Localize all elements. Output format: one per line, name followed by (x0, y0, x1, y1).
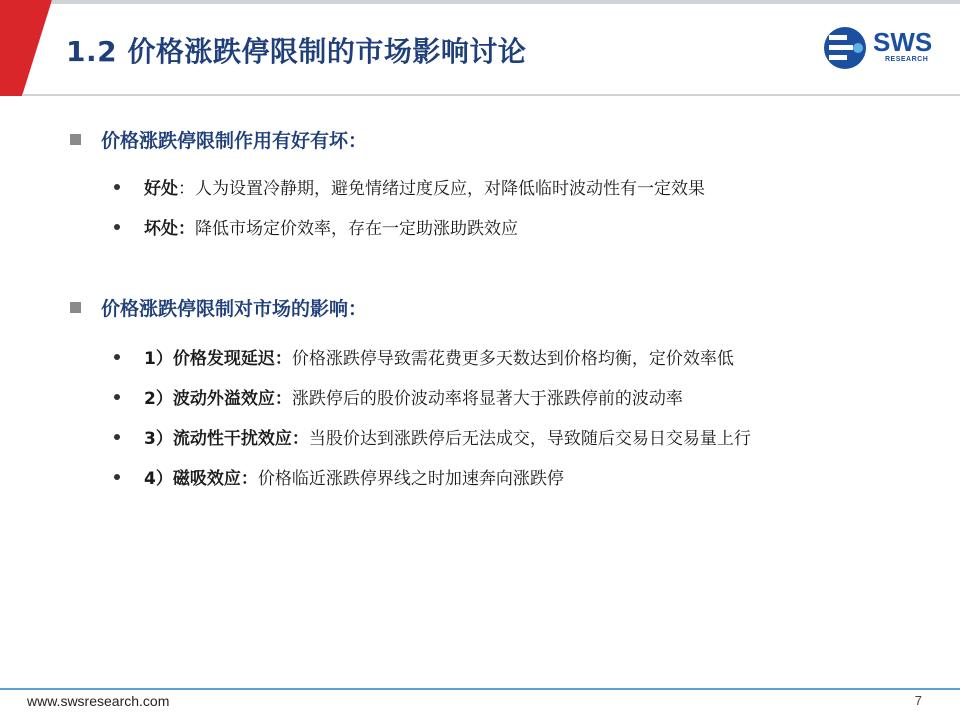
bullet-dot-icon (114, 434, 120, 440)
bullet-text: 涨跌停后的股价波动率将显著大于涨跌停前的波动率 (291, 389, 683, 409)
section-heading-1 (70, 126, 367, 153)
bullet-dot-icon (114, 354, 120, 360)
logo-emblem-icon (823, 26, 871, 72)
bullet-dot-icon (114, 224, 120, 230)
footer-url: www.swsresearch.com (27, 693, 170, 709)
red-corner-band (0, 0, 52, 96)
section-heading-2 (70, 294, 367, 321)
logo-subtext: RESEARCH (885, 56, 929, 63)
sws-logo (823, 26, 943, 72)
bullet-item (114, 424, 751, 449)
section-heading-text: 价格涨跌停限制对市场的影响： (101, 298, 368, 320)
bullet-text: 价格临近涨跌停界线之时加速奔向涨跌停 (257, 469, 564, 489)
page-number: 7 (914, 693, 922, 708)
bullet-item (114, 384, 683, 409)
bullet-separator: ： (178, 179, 195, 199)
slide-title: 1.2 价格涨跌停限制的市场影响讨论 (66, 35, 527, 68)
bullet-lead: 2）波动外溢效应： (144, 389, 292, 409)
bullet-dot-icon (114, 184, 120, 190)
bullet-item (114, 344, 734, 369)
section-heading-text: 价格涨跌停限制作用有好有坏： (101, 130, 368, 152)
bullet-item (114, 174, 705, 199)
square-bullet-icon (70, 134, 81, 145)
logo-wordmark: SWS (873, 27, 933, 57)
bullet-lead: 1）价格发现延迟： (144, 349, 292, 369)
bullet-lead: 3）流动性干扰效应： (144, 429, 309, 449)
bullet-dot-icon (114, 394, 120, 400)
square-bullet-icon (70, 302, 81, 313)
top-grey-edge (51, 0, 960, 4)
bullet-text: 人为设置冷静期，避免情绪过度反应，对降低临时波动性有一定效果 (195, 179, 705, 199)
bullet-lead: 好处 (144, 179, 178, 199)
footer-divider (0, 688, 960, 690)
bullet-text: 当股价达到涨跌停后无法成交，导致随后交易日交易量上行 (308, 429, 751, 449)
bullet-text: 价格涨跌停导致需花费更多天数达到价格均衡，定价效率低 (291, 349, 734, 369)
bullet-text: 降低市场定价效率，存在一定助涨助跌效应 (195, 219, 518, 239)
bullet-lead: 4）磁吸效应： (144, 469, 258, 489)
bullet-item (114, 214, 518, 239)
slide-header (0, 0, 960, 96)
bullet-dot-icon (114, 474, 120, 480)
bullet-item (114, 464, 564, 489)
bullet-lead: 坏处： (144, 219, 195, 239)
